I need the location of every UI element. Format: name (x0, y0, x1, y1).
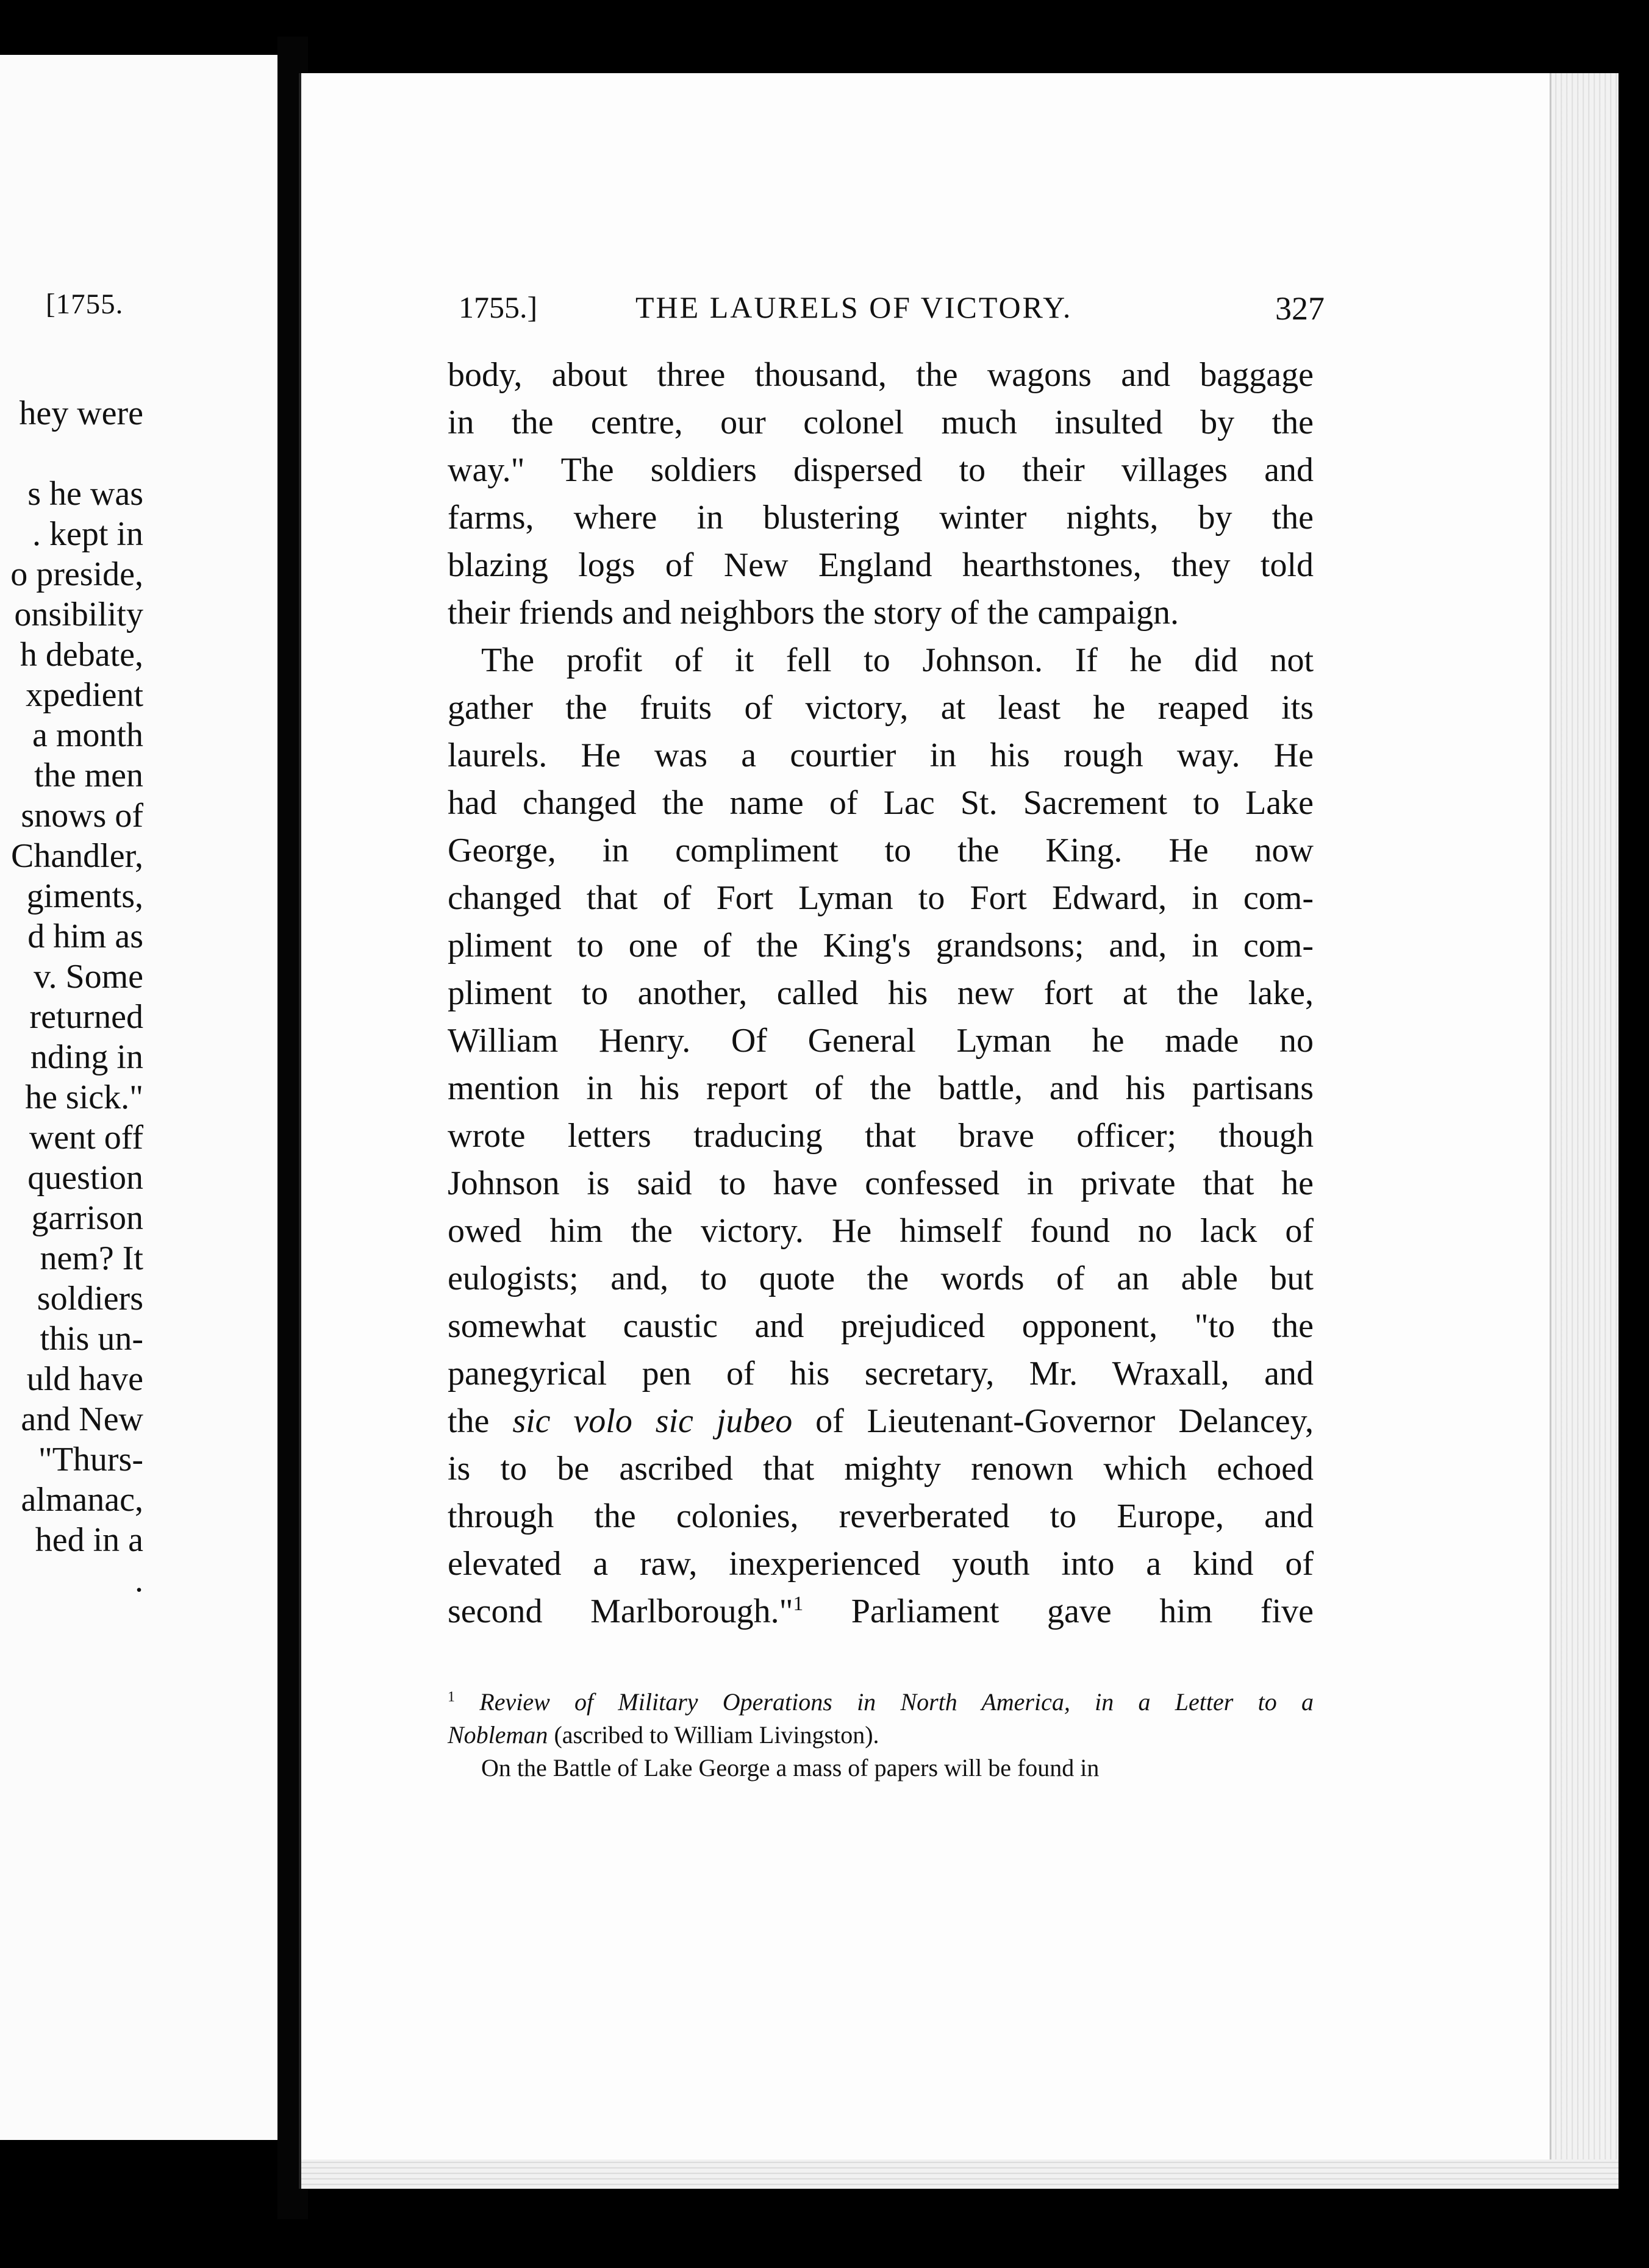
text-line: had changed the name of Lac St. Sacrement to Lake (448, 784, 1314, 822)
left-text-line: s he was (27, 475, 143, 513)
text-line: panegyrical pen of his secretary, Mr. Wraxall, and (448, 1355, 1314, 1393)
left-page (0, 55, 287, 2140)
left-text-line: and New (21, 1400, 143, 1438)
left-text-line: nding in (30, 1038, 143, 1076)
text-line: changed that of Fort Lyman to Fort Edward, in com- (448, 879, 1314, 917)
footnote-italic: Nobleman (448, 1721, 548, 1749)
left-text-line: o preside, (10, 555, 143, 593)
running-head-year: 1755.] (459, 290, 538, 324)
left-text-line: uld have (26, 1360, 143, 1398)
text-line: wrote letters traducing that brave officer; though (448, 1117, 1314, 1155)
left-text-line: nem? It (40, 1239, 143, 1277)
left-text-line: v. Some (34, 958, 143, 996)
left-text-line: almanac, (21, 1481, 143, 1519)
text-line: laurels. He was a courtier in his rough way. He (448, 736, 1314, 774)
left-text-line: snows of (21, 797, 143, 835)
left-text-line: . kept in (32, 515, 143, 553)
left-running-head: [1755. (46, 288, 124, 320)
right-page (299, 73, 1619, 2189)
text-line: body, about three thousand, the wagons and baggage (448, 356, 1314, 394)
text-line: blazing logs of New England hearthstones, they told (448, 546, 1314, 584)
left-text-line: a month (32, 716, 143, 754)
left-text-line: returned (29, 998, 143, 1036)
page-number: 327 (1275, 290, 1325, 327)
left-text-line: went off (29, 1119, 143, 1157)
left-text-line: hey were (19, 394, 143, 432)
text-line: in the centre, our colonel much insulted by the (448, 404, 1314, 441)
left-text-line: onsibility (14, 596, 143, 633)
text-line: William Henry. Of General Lyman he made no (448, 1022, 1314, 1060)
left-text-line: xpedient (26, 676, 143, 714)
text-line: The profit of it fell to Johnson. If he did not (481, 641, 1314, 679)
page-bottom-edge (301, 2159, 1619, 2189)
text-line: somewhat caustic and prejudiced opponent, "to the (448, 1307, 1314, 1345)
left-text-line: Chandler, (10, 837, 143, 875)
text-line: Johnson is said to have confessed in private that he (448, 1164, 1314, 1202)
footnote-line: Nobleman (ascribed to William Livingston). (448, 1721, 879, 1749)
text-line: owed him the victory. He himself found no lack of (448, 1212, 1314, 1250)
left-text-line: "Thurs- (38, 1441, 143, 1478)
left-text-line: this un- (40, 1320, 143, 1358)
text-line: pliment to another, called his new fort at the lake, (448, 974, 1314, 1012)
footnote-marker: 1 (448, 1689, 455, 1705)
left-text-line: giments, (26, 877, 143, 915)
body-text (448, 351, 1314, 1635)
text-line: is to be ascribed that mighty renown which echoed (448, 1450, 1314, 1488)
footnote-line: On the Battle of Lake George a mass of papers will be found in (481, 1754, 1100, 1781)
italic-phrase: sic volo sic jubeo (512, 1402, 793, 1440)
left-text-line: h debate, (20, 636, 143, 674)
text-line: farms, where in blustering winter nights, by the (448, 499, 1314, 537)
left-text-line: garrison (31, 1199, 143, 1237)
footnotes (448, 1686, 1314, 1785)
text-line: mention in his report of the battle, and his partisans (448, 1069, 1314, 1107)
footnote-line (448, 1686, 1314, 1719)
text-line: their friends and neighbors the story of the campaign. (448, 594, 1179, 632)
left-text-line: soldiers (37, 1280, 143, 1318)
footnote-title: Review of Military Operations in North America, in a Letter to a (479, 1688, 1314, 1716)
text-line: second Marlborough."$^1$ Parliament gave him five (448, 1592, 1314, 1630)
left-text-line: d him as (27, 918, 143, 955)
left-text-line: hed in a (35, 1521, 143, 1559)
left-text-line: . (135, 1561, 143, 1599)
text-line: George, in compliment to the King. He now (448, 832, 1314, 869)
text-line: eulogists; and, to quote the words of an able but (448, 1260, 1314, 1297)
running-head (459, 290, 1325, 332)
page-edge (1550, 73, 1619, 2189)
left-text-line: question (27, 1159, 143, 1197)
text-line: gather the fruits of victory, at least he reaped its (448, 689, 1314, 727)
text-line: the sic volo sic jubeo of Lieutenant-Governor Delancey, (448, 1402, 1314, 1440)
footnote-ref: 1 (793, 1592, 804, 1615)
text-line: pliment to one of the King's grandsons; and, in com- (448, 927, 1314, 965)
left-text-line: he sick." (25, 1079, 143, 1116)
running-head-title: THE LAURELS OF VICTORY. (635, 290, 1073, 324)
left-text-line: the men (34, 757, 143, 794)
text-line: way." The soldiers dispersed to their villages and (448, 451, 1314, 489)
text-line: through the colonies, reverberated to Europe, and (448, 1497, 1314, 1535)
text-line: elevated a raw, inexperienced youth into a kind of (448, 1545, 1314, 1583)
